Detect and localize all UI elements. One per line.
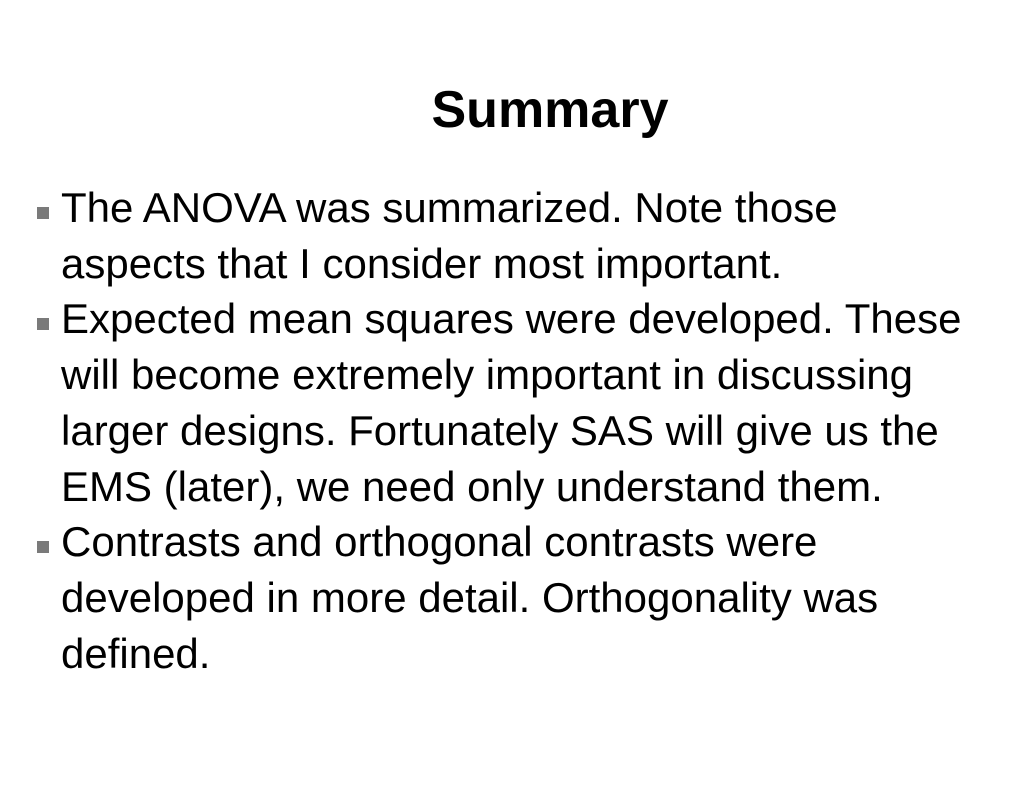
bullet-text-line: aspects that I consider most important. <box>61 239 783 287</box>
bullet-text-line: developed in more detail. Orthogonality was <box>61 573 879 621</box>
square-bullet-icon <box>37 207 49 219</box>
bullet-text-line: EMS (later), we need only understand them. <box>61 462 883 510</box>
bullet-item <box>0 180 1024 291</box>
slide-title: Summary <box>431 81 669 139</box>
bullet-text-line: will become extremely important in discussing <box>61 351 913 399</box>
bullet-item <box>0 291 1024 514</box>
bullet-item <box>0 514 1024 681</box>
bullet-text-line: Expected mean squares were developed. These <box>61 295 962 343</box>
bullet-text-line: The ANOVA was summarized. Note those <box>61 184 838 231</box>
square-bullet-icon <box>37 318 49 330</box>
bullet-text-line: larger designs. Fortunately SAS will give us the <box>61 406 939 454</box>
bullet-list <box>0 180 1024 681</box>
square-bullet-icon <box>37 541 49 553</box>
bullet-text-line: Contrasts and orthogonal contrasts were <box>61 518 818 566</box>
bullet-text-line: defined. <box>61 629 211 677</box>
